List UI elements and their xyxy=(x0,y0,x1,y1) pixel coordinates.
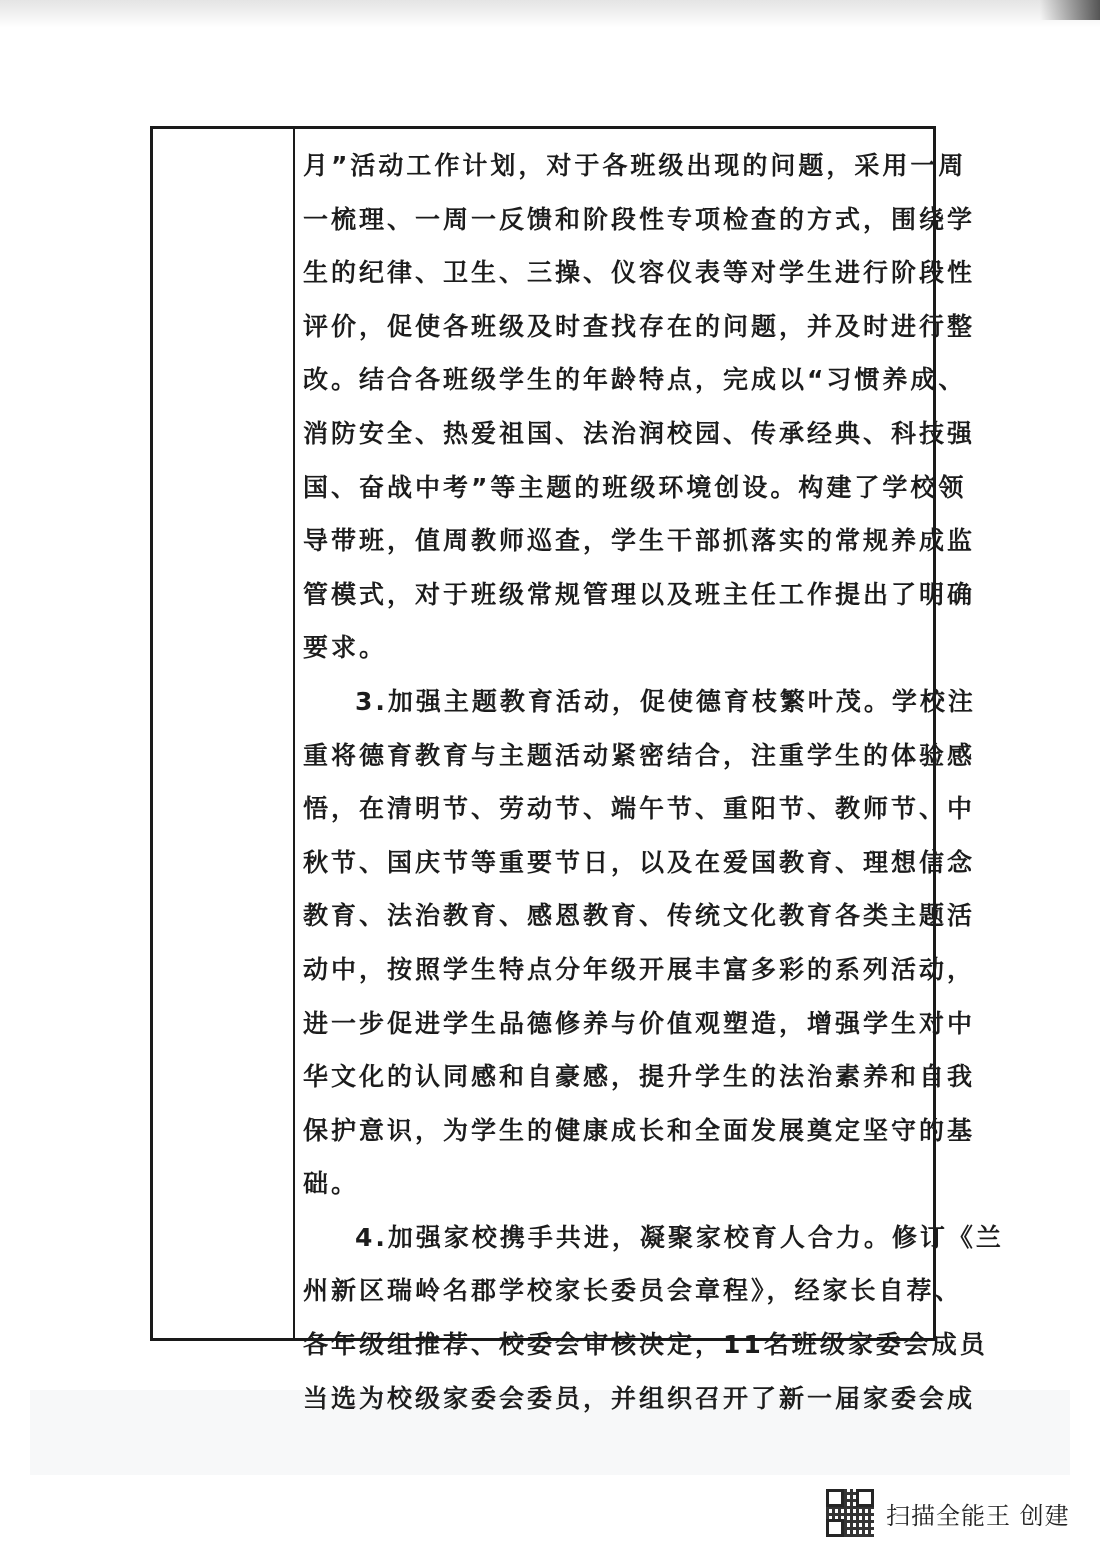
scan-corner-shadow xyxy=(1040,0,1100,20)
text-line: 生的纪律、卫生、三操、仪容仪表等对学生进行阶段性 xyxy=(303,258,976,288)
document-table xyxy=(150,126,1004,1413)
text-line: 保护意识，为学生的健康成长和全面发展奠定坚守的基 xyxy=(303,1115,976,1145)
text-line: 管模式，对于班级常规管理以及班主任工作提出了明确 xyxy=(303,579,976,609)
text-line: 动中，按照学生特点分年级开展丰富多彩的系列活动， xyxy=(303,954,976,984)
text-line: 础。 xyxy=(303,1169,360,1199)
qr-code-icon xyxy=(826,1489,874,1537)
text-line: 评价，促使各班级及时查找存在的问题，并及时进行整 xyxy=(303,311,976,341)
text-line: 改。结合各班级学生的年龄特点，完成以“习惯养成、 xyxy=(303,365,967,395)
text-line: 教育、法治教育、感恩教育、传统文化教育各类主题活 xyxy=(303,901,976,931)
text-line: 秋节、国庆节等重要节日，以及在爱国教育、理想信念 xyxy=(303,847,976,877)
text-line: 导带班，值周教师巡查，学生干部抓落实的常规养成监 xyxy=(303,526,976,556)
text-line: 国、奋战中考”等主题的班级环境创设。构建了学校领 xyxy=(303,472,967,502)
text-line: 要求。 xyxy=(303,633,388,663)
table-left-column xyxy=(153,129,295,1338)
text-line: 州新区瑞岭名郡学校家长委员会章程》，经家长自荐、 xyxy=(303,1276,963,1306)
table-content-column xyxy=(295,129,1004,1413)
text-line: 消防安全、热爱祖国、法治润校园、传承经典、科技强 xyxy=(303,418,976,448)
paragraph-start-line: 3.加强主题教育活动，促使德育枝繁叶茂。学校注 xyxy=(355,686,976,716)
text-line: 进一步促进学生品德修养与价值观塑造，增强学生对中 xyxy=(303,1008,976,1038)
text-line: 悟，在清明节、劳动节、端午节、重阳节、教师节、中 xyxy=(303,794,976,824)
text-line: 重将德育教育与主题活动紧密结合，注重学生的体验感 xyxy=(303,740,976,770)
paragraph-start-line: 4.加强家校携手共进，凝聚家校育人合力。修订《兰 xyxy=(355,1222,1004,1252)
text-line: 当选为校级家委会委员，并组织召开了新一届家委会成 xyxy=(303,1383,976,1413)
scanner-watermark xyxy=(826,1489,1070,1537)
watermark-text: 扫描全能王 创建 xyxy=(886,1501,1070,1530)
text-line: 各年级组推荐、校委会审核决定，11名班级家委会成员 xyxy=(303,1330,988,1360)
text-line: 月”活动工作计划，对于各班级出现的问题，采用一周 xyxy=(303,151,967,180)
text-line: 一梳理、一周一反馈和阶段性专项检查的方式，围绕学 xyxy=(303,204,976,234)
text-line: 华文化的认同感和自豪感，提升学生的法治素养和自我 xyxy=(303,1062,976,1092)
scan-top-shadow xyxy=(0,0,1100,28)
